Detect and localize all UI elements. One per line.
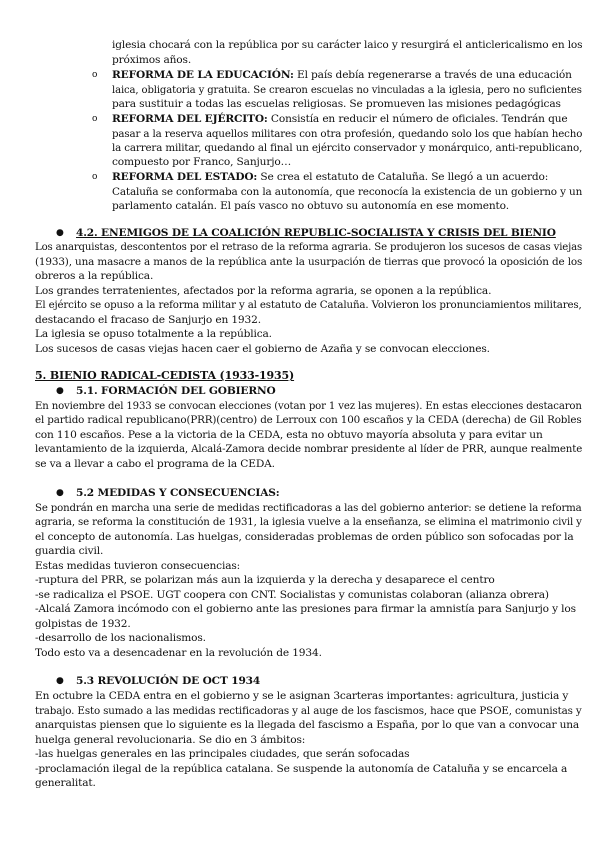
paragraph-line: obreros a la república. bbox=[35, 270, 154, 282]
paragraph-line: -se radicaliza el PSOE. UGT coopera con CNT. Socialistas y comunistas colaboran (alianza obrera) bbox=[35, 589, 549, 601]
dot-bullet: ● bbox=[56, 228, 64, 238]
paragraph-line: anarquistas piensen que lo siguiente es la llegada del fascismo a España, por lo que van a convocar una bbox=[35, 719, 580, 731]
paragraph-line: el partido radical republicano(PRR)(centro) de Lerroux con 100 escaños y la CEDA (derecha) de Gil Robles bbox=[35, 414, 582, 426]
paragraph-line: Los grandes terratenientes, afectados por la reforma agraria, se oponen a la república. bbox=[35, 285, 492, 297]
paragraph-line: -Alcalá Zamora incómodo con el gobierno ante las presiones para firmar la amnistía para Sanjurjo y los bbox=[35, 603, 576, 615]
reform-title: REFORMA DEL EJÉRCITO: bbox=[112, 113, 268, 125]
paragraph-line: -proclamación ilegal de la república catalana. Se suspende la autonomía de Cataluña y se encarcela a bbox=[35, 763, 568, 775]
subsection-heading-5-1: 5.1. FORMACIÓN DEL GOBIERNO bbox=[76, 385, 276, 397]
paragraph-line: guardia civil. bbox=[35, 545, 104, 557]
paragraph-line: el concepto de autonomía. Las huelgas, consideradas problemas de orden público son sofocadas por la bbox=[35, 531, 574, 543]
reform-line: laica, obligatoria y gratuita. Se crearon escuelas no vinculadas a la iglesia, pero no suficientes bbox=[112, 84, 582, 96]
paragraph-line: huelga general revolucionaria. Se dio en 3 ámbitos: bbox=[35, 734, 306, 746]
paragraph-line: golpistas de 1932. bbox=[35, 618, 131, 630]
reform-item-educacion bbox=[112, 68, 572, 82]
paragraph-line: El ejército se opuso a la reforma militar y al estatuto de Cataluña. Volvieron los pronunciamientos militares, bbox=[35, 299, 582, 311]
paragraph-line: Se pondrán en marcha una serie de medidas rectificadoras a las del gobierno anterior: se detiene la reforma bbox=[35, 502, 582, 514]
paragraph-line: trabajo. Esto sumado a las medidas rectificadoras y al auge de los fascismos, hace que PSOE, comunistas y bbox=[35, 705, 582, 717]
paragraph-line: destacando el fracaso de Sanjurjo en 1932. bbox=[35, 314, 261, 326]
paragraph-line: En octubre la CEDA entra en el gobierno y se le asignan 3carteras importantes: agricultura, justicia y bbox=[35, 690, 569, 702]
subsection-heading-5-2: 5.2 MEDIDAS Y CONSECUENCIAS: bbox=[76, 487, 280, 499]
dot-bullet: ● bbox=[56, 386, 64, 396]
reform-text: Consistía en reducir el número de oficiales. Tendrán que bbox=[267, 113, 568, 125]
reform-title: REFORMA DE LA EDUCACIÓN: bbox=[112, 69, 294, 81]
circle-bullet: o bbox=[92, 114, 98, 124]
reform-text: El país debía regenerarse a través de una educación bbox=[293, 69, 572, 81]
paragraph-line: -las huelgas generales en las principales ciudades, que serán sofocadas bbox=[35, 748, 410, 760]
subsection-heading-5-3: 5.3 REVOLUCIÓN DE OCT 1934 bbox=[76, 675, 261, 687]
paragraph-line: Estas medidas tuvieron consecuencias: bbox=[35, 560, 241, 572]
paragraph-line: con 110 escaños. Pese a la victoria de la CEDA, esta no obtuvo mayoría absoluta y para evitar un bbox=[35, 429, 543, 441]
paragraph-line: agraria, se reforma la constitución de 1931, la iglesia vuelve a la enseñanza, se elimina el matrimonio civil y bbox=[35, 516, 582, 528]
reform-item-ejercito bbox=[112, 112, 568, 126]
reform-text: Se crea el estatuto de Cataluña. Se llegó a un acuerdo: bbox=[257, 171, 549, 183]
reform-line: pasar a la reserva aquellos militares con otra profesión, quedando solo los que habían hecho bbox=[112, 128, 583, 140]
paragraph-line: levantamiento de la izquierda, Alcalá-Zamora decide nombrar presidente al líder de PRR, aunque realmente bbox=[35, 443, 583, 455]
paragraph-line: La iglesia se opuso totalmente a la república. bbox=[35, 328, 272, 340]
section-heading-5: 5. BIENIO RADICAL-CEDISTA (1933-1935) bbox=[35, 369, 295, 382]
reform-line: compuesto por Franco, Sanjurjo… bbox=[112, 156, 292, 168]
reform-title: REFORMA DEL ESTADO: bbox=[112, 171, 258, 183]
dot-bullet: ● bbox=[56, 488, 64, 498]
paragraph-line: generalitat. bbox=[35, 777, 96, 789]
paragraph-line: -ruptura del PRR, se polarizan más aun la izquierda y la derecha y desaparece el centro bbox=[35, 574, 495, 586]
reform-item-estado bbox=[112, 170, 548, 184]
reform-line: Cataluña se conformaba con la autonomía, que reconocía la existencia de un gobierno y un bbox=[112, 186, 583, 198]
dot-bullet: ● bbox=[56, 676, 64, 686]
paragraph-line: (1933), una masacre a manos de la república ante la usurpación de tierras que provocó la oposición de los bbox=[35, 256, 583, 268]
reform-line: parlamento catalán. El país vasco no obtuvo su autonomía en ese momento. bbox=[112, 200, 509, 212]
paragraph-line: En noviembre del 1933 se convocan elecciones (votan por 1 vez las mujeres). En estas elecciones destacaron bbox=[35, 400, 582, 412]
intro-line: iglesia chocará con la república por su carácter laico y resurgirá el anticlericalismo en los bbox=[112, 39, 583, 51]
circle-bullet: o bbox=[92, 172, 98, 182]
reform-line: la carrera militar, quedando al final un ejército conservador y monárquico, anti-republicano, bbox=[112, 142, 583, 154]
section-heading-4-2: 4.2. ENEMIGOS DE LA COALICIÓN REPUBLIC-SOCIALISTA Y CRISIS DEL BIENIO bbox=[76, 227, 556, 239]
circle-bullet: o bbox=[92, 70, 98, 80]
paragraph-line: Todo esto va a desencadenar en la revolución de 1934. bbox=[35, 647, 322, 659]
intro-line: próximos años. bbox=[112, 54, 192, 66]
paragraph-line: -desarrollo de los nacionalismos. bbox=[35, 632, 206, 644]
reform-line: para sustituir a todas las escuelas religiosas. Se promueven las misiones pedagógicas bbox=[112, 98, 561, 110]
paragraph-line: Los anarquistas, descontentos por el retraso de la reforma agraria. Se produjeron los sucesos de casas viejas bbox=[35, 241, 583, 253]
paragraph-line: se va a llevar a cabo el programa de la CEDA. bbox=[35, 458, 275, 470]
paragraph-line: Los sucesos de casas viejas hacen caer el gobierno de Azaña y se convocan elecciones. bbox=[35, 343, 490, 355]
